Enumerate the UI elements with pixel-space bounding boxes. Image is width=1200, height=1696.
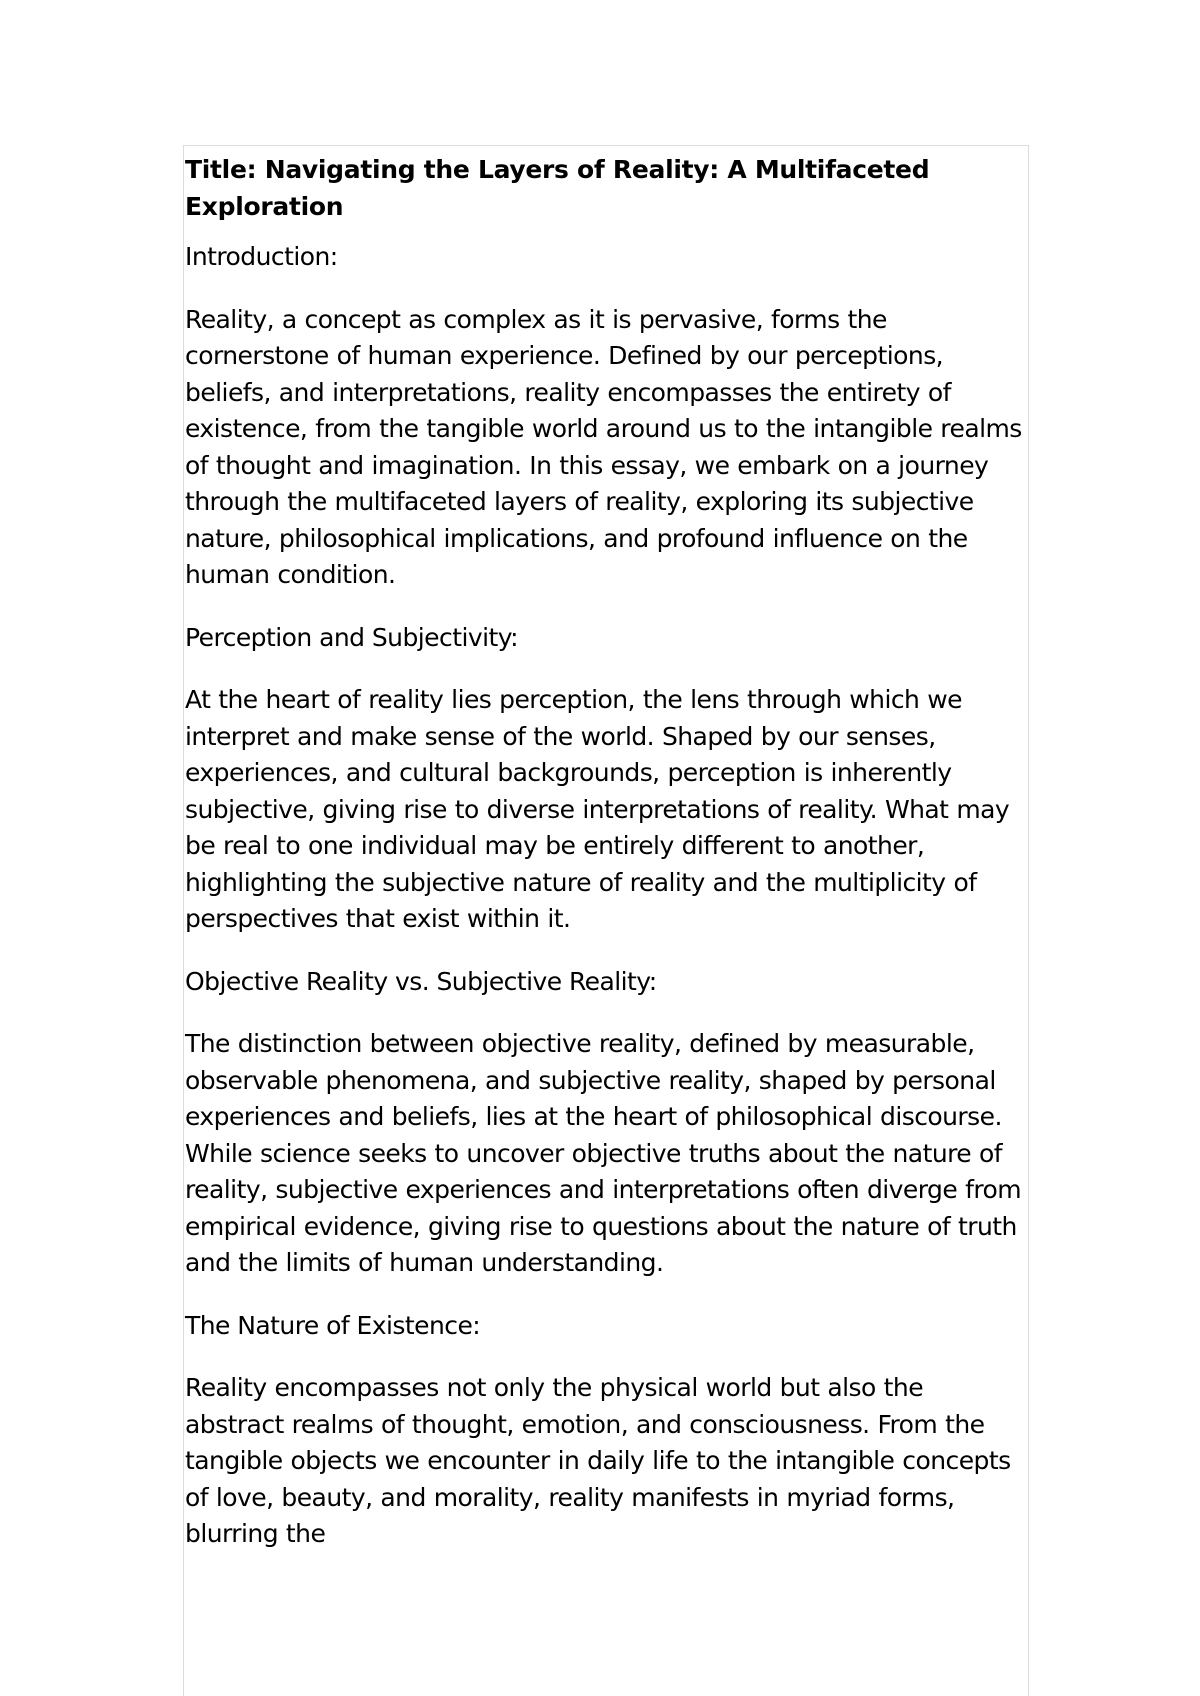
section-body-introduction: Reality, a concept as complex as it is pervasive, forms the cornerstone of human experience. Defined by our perceptions, beliefs, and interpretations, reality encompasses the entirety of existence, from the tangible world around us to the intangible realms of thought and imagination. In this essay, we embark on a journey through the multifaceted layers of reality, exploring its subjective nature, philosophical implications, and profound influence on the human condition. [185, 304, 1022, 589]
section-heading-introduction: Introduction: [185, 242, 338, 271]
section-body-nature-of-existence: Reality encompasses not only the physical world but also the abstract realms of thought, emotion, and consciousness. From the tangible objects we encounter in daily life to the intangible concepts of love, beauty, and morality, reality manifests in myriad forms, blurring the [185, 1373, 1011, 1548]
section-heading-perception: Perception and Subjectivity: [185, 622, 519, 652]
section-heading-nature-of-existence: The Nature of Existence: [185, 1310, 481, 1340]
section-heading-objective-vs-subjective: Objective Reality vs. Subjective Reality: [185, 966, 657, 996]
essay-title: Title: Navigating the Layers of Reality: A Multifaceted Exploration [185, 155, 930, 221]
section-body-objective-vs-subjective: The distinction between objective reality, defined by measurable, observable phenomena, and subjective reality, shaped by personal experiences and beliefs, lies at the heart of philosophical discourse. While science seeks to uncover objective truths about the nature of reality, subjective experiences and interpretations often diverge from empirical evidence, giving rise to questions about the nature of truth and the limits of human understanding. [185, 1029, 1022, 1277]
essay-text-box [183, 145, 1029, 1696]
section-body-perception: At the heart of reality lies perception, the lens through which we interpret and make sense of the world. Shaped by our senses, experiences, and cultural backgrounds, perception is inherently subjective, giving rise to diverse interpretations of reality. What may be real to one individual may be entirely different to another, highlighting the subjective nature of reality and the multiplicity of perspectives that exist within it. [185, 685, 1010, 933]
